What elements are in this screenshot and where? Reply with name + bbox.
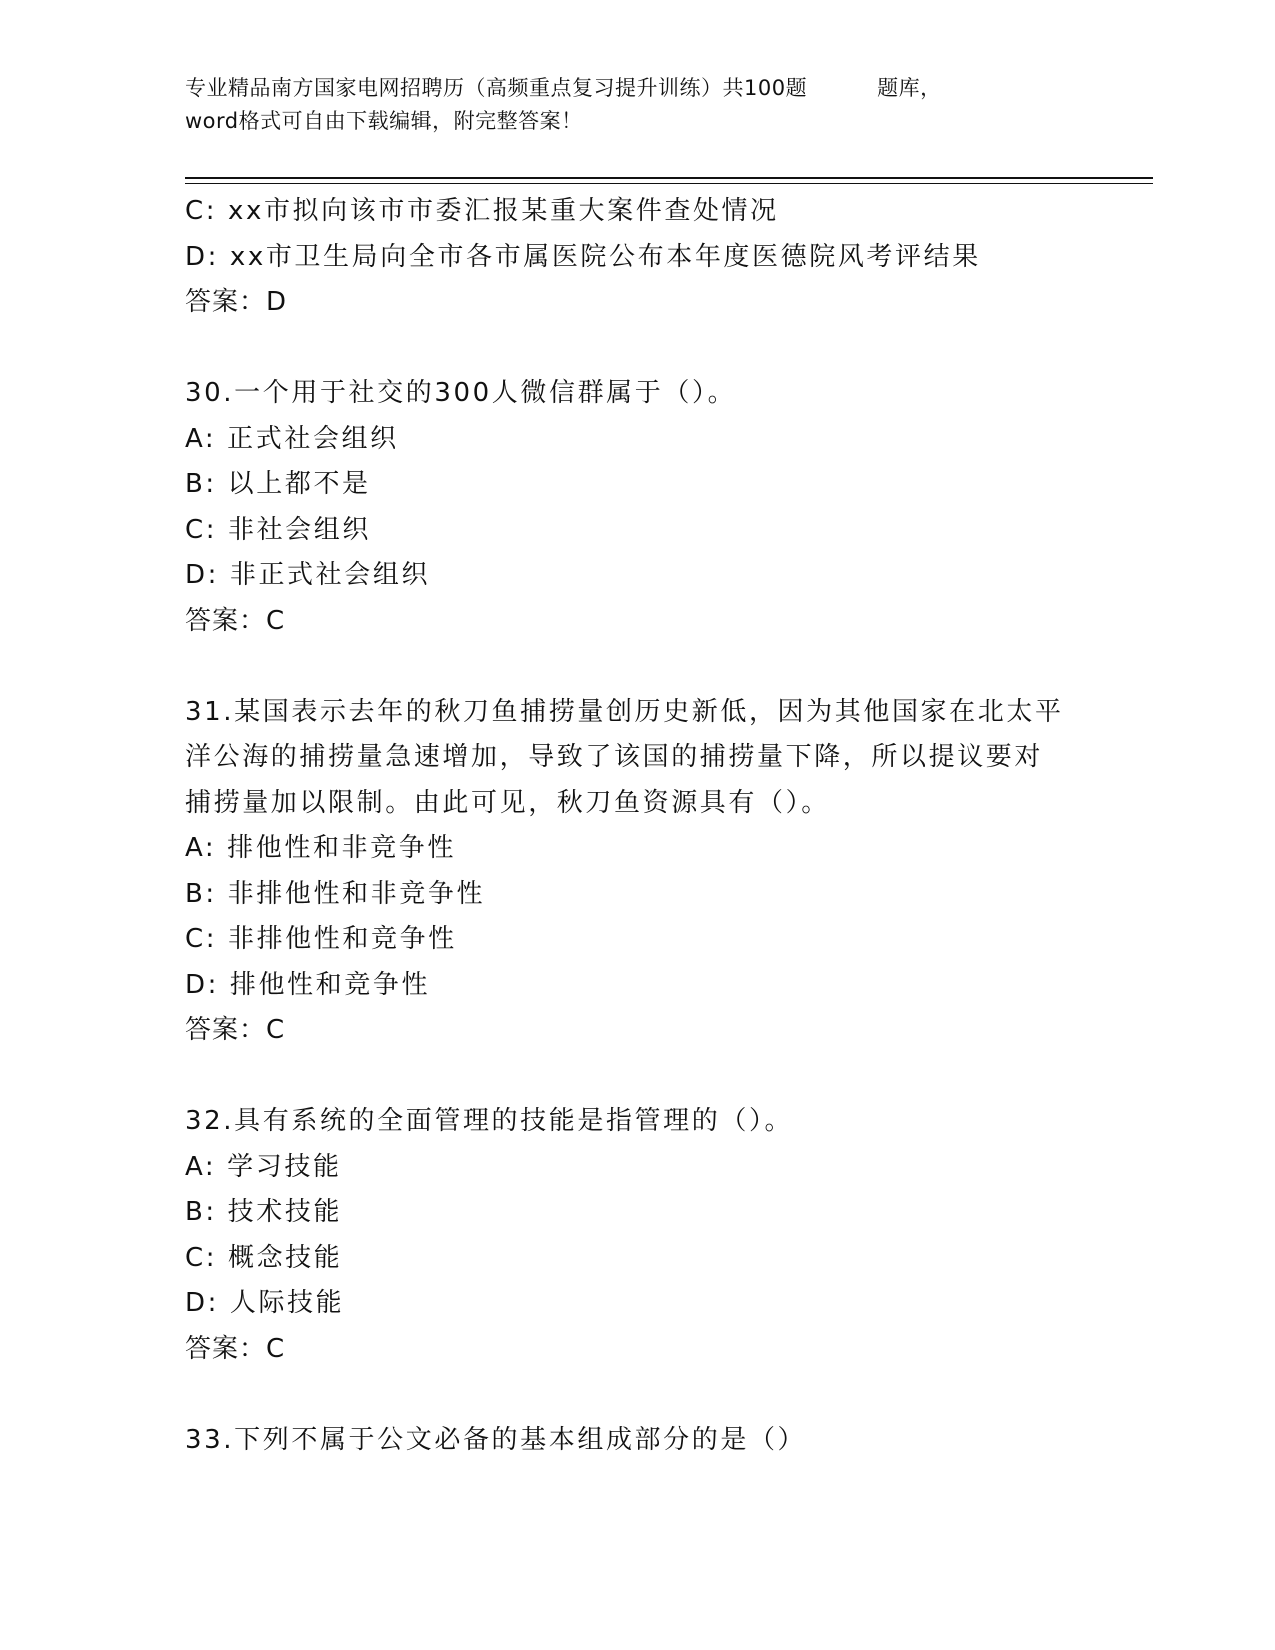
question-29-continued — [185, 189, 1085, 326]
question-33 — [185, 1418, 1085, 1464]
question-stem-line-1: 31.某国表示去年的秋刀鱼捕捞量创历史新低，因为其他国家在北太平 — [185, 696, 1064, 727]
option-d: D: 排他性和竞争性 — [185, 969, 431, 1000]
question-32 — [185, 1099, 1085, 1372]
header-title: 专业精品南方国家电网招聘历（高频重点复习提升训练）共100题 — [185, 76, 808, 100]
header-line-1 — [185, 72, 1155, 105]
option-c: C: 非排他性和竞争性 — [185, 924, 457, 954]
option-a: A: 学习技能 — [185, 1151, 342, 1182]
document-header — [185, 72, 1155, 138]
question-30 — [185, 371, 1085, 644]
question-stem-line-3: 捕捞量加以限制。由此可见，秋刀鱼资源具有（）。 — [185, 787, 830, 818]
option-a: A: 排他性和非竞争性 — [185, 833, 456, 863]
option-d: D: 非正式社会组织 — [185, 560, 431, 590]
header-line-2: word格式可自由下载编辑，附完整答案！ — [185, 109, 583, 133]
header-title-suffix: 题库， — [877, 76, 942, 100]
question-stem: 33.下列不属于公文必备的基本组成部分的是（） — [185, 1424, 807, 1455]
option-c: C: 概念技能 — [185, 1242, 343, 1273]
option-c: C: 非社会组织 — [185, 514, 371, 545]
option-b: B: 非排他性和非竞争性 — [185, 878, 486, 909]
option-a: A: 正式社会组织 — [185, 423, 399, 454]
answer-line: 答案：C — [185, 1015, 286, 1045]
option-d: D: xx市卫生局向全市各市属医院公布本年度医德院风考评结果 — [185, 241, 981, 272]
question-stem-line-2: 洋公海的捕捞量急速增加，导致了该国的捕捞量下降，所以提议要对 — [185, 742, 1044, 772]
question-stem: 30.一个用于社交的300人微信群属于（）。 — [185, 378, 737, 408]
header-divider-thin — [185, 183, 1153, 184]
option-c: C: xx市拟向该市市委汇报某重大案件查处情况 — [185, 196, 779, 226]
answer-line: 答案：C — [185, 1333, 286, 1364]
option-b: B: 技术技能 — [185, 1197, 343, 1227]
question-stem: 32.具有系统的全面管理的技能是指管理的（）。 — [185, 1106, 794, 1136]
document-body — [185, 189, 1085, 1463]
option-b: B: 以上都不是 — [185, 469, 371, 499]
header-divider-thick — [185, 177, 1153, 179]
question-31 — [185, 690, 1085, 1054]
answer-line: 答案：D — [185, 287, 288, 317]
answer-line: 答案：C — [185, 605, 286, 636]
option-d: D: 人际技能 — [185, 1288, 345, 1318]
